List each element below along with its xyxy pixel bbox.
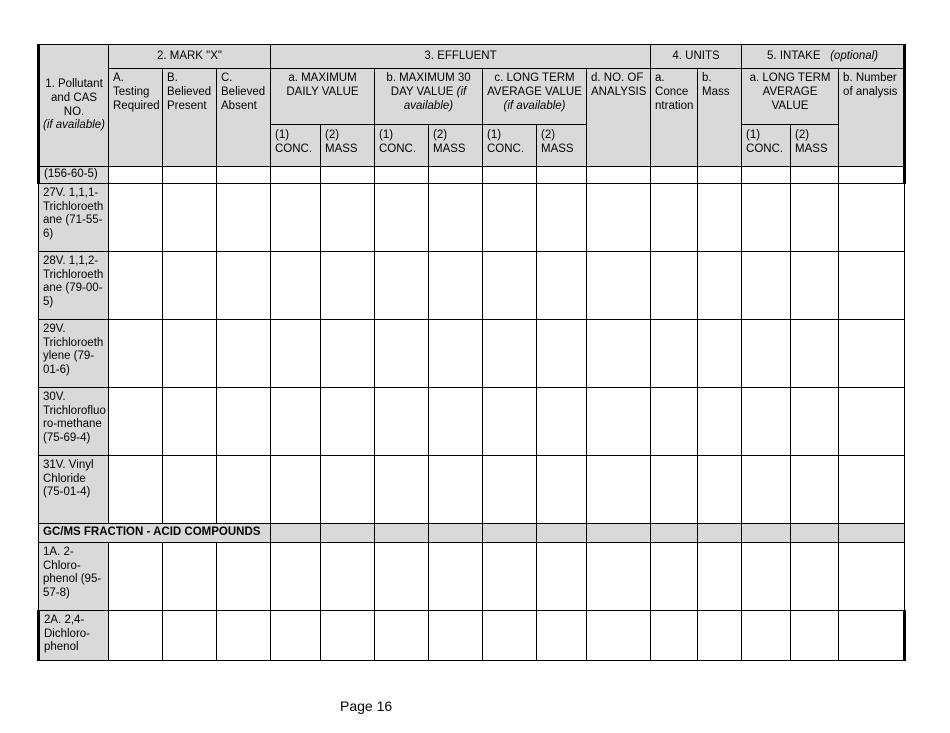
form-entry-cell[interactable]	[321, 455, 375, 523]
form-entry-cell[interactable]	[651, 542, 698, 610]
form-entry-cell[interactable]	[217, 387, 271, 455]
header-units: 4. UNITS	[651, 45, 742, 69]
form-entry-cell[interactable]	[109, 251, 163, 319]
form-entry-cell[interactable]	[109, 542, 163, 610]
form-entry-cell[interactable]	[321, 542, 375, 610]
header-max-30-day: b. MAXIMUM 30 DAY VALUE (if available)	[375, 69, 483, 125]
form-entry-cell[interactable]	[109, 167, 163, 184]
form-entry-cell[interactable]	[271, 319, 321, 387]
form-entry-cell[interactable]	[429, 610, 483, 660]
form-entry-cell[interactable]	[109, 455, 163, 523]
header-conc: (1) CONC.	[271, 125, 321, 167]
form-entry-cell[interactable]	[271, 610, 321, 660]
form-entry-cell[interactable]	[537, 542, 587, 610]
form-entry-cell[interactable]	[651, 387, 698, 455]
form-entry-cell[interactable]	[483, 319, 537, 387]
form-entry-cell[interactable]	[587, 183, 651, 251]
form-entry-cell[interactable]	[429, 542, 483, 610]
form-entry-cell	[429, 523, 483, 542]
pollutant-name: 30V. Trichlorofluo ro-methane (75-69-4)	[39, 387, 109, 455]
form-entry-cell[interactable]	[537, 251, 587, 319]
form-entry-cell[interactable]	[537, 387, 587, 455]
header-believed-present: B. Believed Present	[163, 69, 217, 167]
form-entry-cell	[271, 523, 321, 542]
pollutant-name: 29V. Trichloroeth ylene (79-01-6)	[39, 319, 109, 387]
form-entry-cell[interactable]	[321, 251, 375, 319]
form-entry-cell[interactable]	[483, 610, 537, 660]
form-entry-cell	[839, 523, 905, 542]
form-entry-cell[interactable]	[321, 167, 375, 184]
header-intake-number: b. Number of analysis	[839, 69, 905, 167]
form-entry-cell[interactable]	[587, 455, 651, 523]
table-row	[39, 523, 905, 542]
form-entry-cell[interactable]	[698, 183, 742, 251]
form-entry-cell[interactable]	[742, 455, 791, 523]
form-entry-cell	[321, 523, 375, 542]
form-entry-cell[interactable]	[163, 542, 217, 610]
form-entry-cell	[651, 523, 698, 542]
form-entry-cell[interactable]	[483, 455, 537, 523]
form-entry-cell[interactable]	[537, 319, 587, 387]
form-entry-cell[interactable]	[163, 387, 217, 455]
form-entry-cell[interactable]	[375, 542, 429, 610]
form-entry-cell[interactable]	[651, 167, 698, 184]
form-entry-cell[interactable]	[839, 542, 905, 610]
form-entry-cell[interactable]	[698, 167, 742, 184]
pollutant-name: 27V. 1,1,1-Trichloroeth ane (71-55-6)	[39, 183, 109, 251]
form-entry-cell[interactable]	[217, 183, 271, 251]
header-units-mass: b. Mass	[698, 69, 742, 167]
form-entry-cell	[537, 523, 587, 542]
form-entry-cell[interactable]	[375, 455, 429, 523]
form-entry-cell[interactable]	[839, 183, 905, 251]
header-pollutant: 1. Pollutant and CAS NO. (if available)	[39, 45, 109, 167]
form-entry-cell[interactable]	[217, 251, 271, 319]
form-entry-cell[interactable]	[791, 610, 839, 660]
header-mass: (2) MASS	[429, 125, 483, 167]
form-entry-cell[interactable]	[587, 251, 651, 319]
form-entry-cell	[698, 523, 742, 542]
header-conc: (1) CONC.	[483, 125, 537, 167]
form-entry-cell[interactable]	[742, 251, 791, 319]
form-entry-cell[interactable]	[698, 387, 742, 455]
form-entry-cell[interactable]	[651, 251, 698, 319]
pollutant-name: (156-60-5)	[39, 167, 109, 184]
form-entry-cell[interactable]	[791, 251, 839, 319]
pollutant-name: 2A. 2,4-Dichloro-phenol	[39, 610, 109, 660]
form-entry-cell[interactable]	[791, 455, 839, 523]
form-entry-cell[interactable]	[217, 319, 271, 387]
table-row	[39, 455, 905, 523]
form-entry-cell[interactable]	[483, 542, 537, 610]
form-entry-cell[interactable]	[839, 387, 905, 455]
header-testing-required: A. Testing Required	[109, 69, 163, 167]
form-entry-cell[interactable]	[271, 251, 321, 319]
form-entry-cell[interactable]	[537, 610, 587, 660]
form-entry-cell[interactable]	[163, 251, 217, 319]
form-entry-cell[interactable]	[483, 167, 537, 184]
form-entry-cell[interactable]	[429, 387, 483, 455]
form-entry-cell[interactable]	[163, 183, 217, 251]
form-entry-cell[interactable]	[271, 455, 321, 523]
pollutant-name: 28V. 1,1,2-Trichloroeth ane (79-00-5)	[39, 251, 109, 319]
form-entry-cell[interactable]	[163, 167, 217, 184]
form-entry-cell[interactable]	[537, 455, 587, 523]
form-entry-cell[interactable]	[375, 183, 429, 251]
form-entry-cell[interactable]	[109, 183, 163, 251]
form-entry-cell[interactable]	[587, 319, 651, 387]
pollutant-name: 1A. 2-Chloro-phenol (95-57-8)	[39, 542, 109, 610]
form-entry-cell[interactable]	[742, 167, 791, 184]
table-row	[39, 251, 905, 319]
form-entry-cell[interactable]	[429, 183, 483, 251]
table-row	[39, 167, 905, 184]
form-entry-cell[interactable]	[742, 387, 791, 455]
form-entry-cell[interactable]	[271, 542, 321, 610]
section-heading: GC/MS FRACTION - ACID COMPOUNDS	[39, 523, 271, 542]
form-entry-cell[interactable]	[271, 183, 321, 251]
form-entry-cell[interactable]	[839, 251, 905, 319]
form-entry-cell[interactable]	[791, 387, 839, 455]
form-entry-cell[interactable]	[587, 610, 651, 660]
form-entry-cell[interactable]	[698, 542, 742, 610]
form-entry-cell[interactable]	[375, 319, 429, 387]
form-entry-cell[interactable]	[483, 387, 537, 455]
header-mass: (2) MASS	[791, 125, 839, 167]
header-conc: (1) CONC.	[375, 125, 429, 167]
form-entry-cell[interactable]	[651, 455, 698, 523]
header-conc: (1) CONC.	[742, 125, 791, 167]
form-entry-cell[interactable]	[537, 167, 587, 184]
form-entry-cell[interactable]	[587, 542, 651, 610]
form-entry-cell[interactable]	[742, 542, 791, 610]
form-entry-cell[interactable]	[109, 387, 163, 455]
table-row	[39, 183, 905, 251]
form-entry-cell[interactable]	[587, 387, 651, 455]
form-entry-cell[interactable]	[698, 251, 742, 319]
form-entry-cell[interactable]	[651, 319, 698, 387]
pollutant-name: 31V. Vinyl Chloride (75-01-4)	[39, 455, 109, 523]
form-entry-cell[interactable]	[321, 183, 375, 251]
table-row	[39, 610, 905, 660]
form-entry-cell[interactable]	[163, 610, 217, 660]
header-intake: 5. INTAKE (optional)	[742, 45, 905, 69]
form-entry-cell	[483, 523, 537, 542]
form-entry-cell[interactable]	[698, 319, 742, 387]
form-entry-cell[interactable]	[109, 319, 163, 387]
form-entry-cell[interactable]	[217, 542, 271, 610]
header-mass: (2) MASS	[321, 125, 375, 167]
form-entry-cell[interactable]	[483, 251, 537, 319]
form-entry-cell[interactable]	[217, 167, 271, 184]
header-mark-x: 2. MARK "X"	[109, 45, 271, 69]
form-entry-cell[interactable]	[651, 610, 698, 660]
header-believed-absent: C. Believed Absent	[217, 69, 271, 167]
form-entry-cell[interactable]	[109, 610, 163, 660]
form-entry-cell	[375, 523, 429, 542]
form-entry-cell[interactable]	[742, 610, 791, 660]
form-entry-cell[interactable]	[163, 455, 217, 523]
header-units-concentration: a. Conce ntration	[651, 69, 698, 167]
form-entry-cell[interactable]	[375, 251, 429, 319]
page-number: Page 16	[340, 698, 393, 714]
form-entry-cell[interactable]	[271, 167, 321, 184]
form-entry-cell[interactable]	[375, 610, 429, 660]
form-entry-cell	[587, 523, 651, 542]
form-entry-cell[interactable]	[791, 319, 839, 387]
form-entry-cell[interactable]	[839, 319, 905, 387]
form-entry-cell[interactable]	[791, 183, 839, 251]
form-entry-cell[interactable]	[321, 319, 375, 387]
form-entry-cell	[791, 523, 839, 542]
data-rows	[39, 167, 905, 661]
form-entry-cell[interactable]	[429, 319, 483, 387]
form-entry-cell[interactable]	[698, 610, 742, 660]
form-entry-cell[interactable]	[651, 183, 698, 251]
form-entry-cell[interactable]	[742, 183, 791, 251]
form-entry-cell[interactable]	[217, 455, 271, 523]
form-entry-cell[interactable]	[217, 610, 271, 660]
form-entry-cell[interactable]	[429, 251, 483, 319]
form-entry-cell[interactable]	[429, 455, 483, 523]
form-entry-cell[interactable]	[791, 542, 839, 610]
table-row	[39, 387, 905, 455]
form-entry-cell[interactable]	[483, 183, 537, 251]
form-entry-cell[interactable]	[587, 167, 651, 184]
header-mass: (2) MASS	[537, 125, 587, 167]
form-entry-cell[interactable]	[271, 387, 321, 455]
form-entry-cell[interactable]	[163, 319, 217, 387]
form-entry-cell[interactable]	[742, 319, 791, 387]
header-long-term-avg: c. LONG TERM AVERAGE VALUE (if available)	[483, 69, 587, 125]
form-entry-cell[interactable]	[839, 167, 905, 184]
form-entry-cell[interactable]	[429, 167, 483, 184]
form-entry-cell[interactable]	[321, 610, 375, 660]
form-entry-cell[interactable]	[698, 455, 742, 523]
form-entry-cell[interactable]	[375, 167, 429, 184]
form-entry-cell[interactable]	[839, 610, 905, 660]
form-entry-cell[interactable]	[537, 183, 587, 251]
header-no-of-analysis: d. NO. OF ANALYSIS	[587, 69, 651, 167]
form-entry-cell[interactable]	[791, 167, 839, 184]
table-row	[39, 542, 905, 610]
form-entry-cell[interactable]	[321, 387, 375, 455]
form-entry-cell[interactable]	[375, 387, 429, 455]
pollutant-form-table	[37, 44, 906, 661]
header-intake-long-term: a. LONG TERM AVERAGE VALUE	[742, 69, 839, 125]
form-entry-cell	[742, 523, 791, 542]
form-entry-cell[interactable]	[839, 455, 905, 523]
table-row	[39, 319, 905, 387]
header-max-daily: a. MAXIMUM DAILY VALUE	[271, 69, 375, 125]
header-effluent: 3. EFFLUENT	[271, 45, 651, 69]
